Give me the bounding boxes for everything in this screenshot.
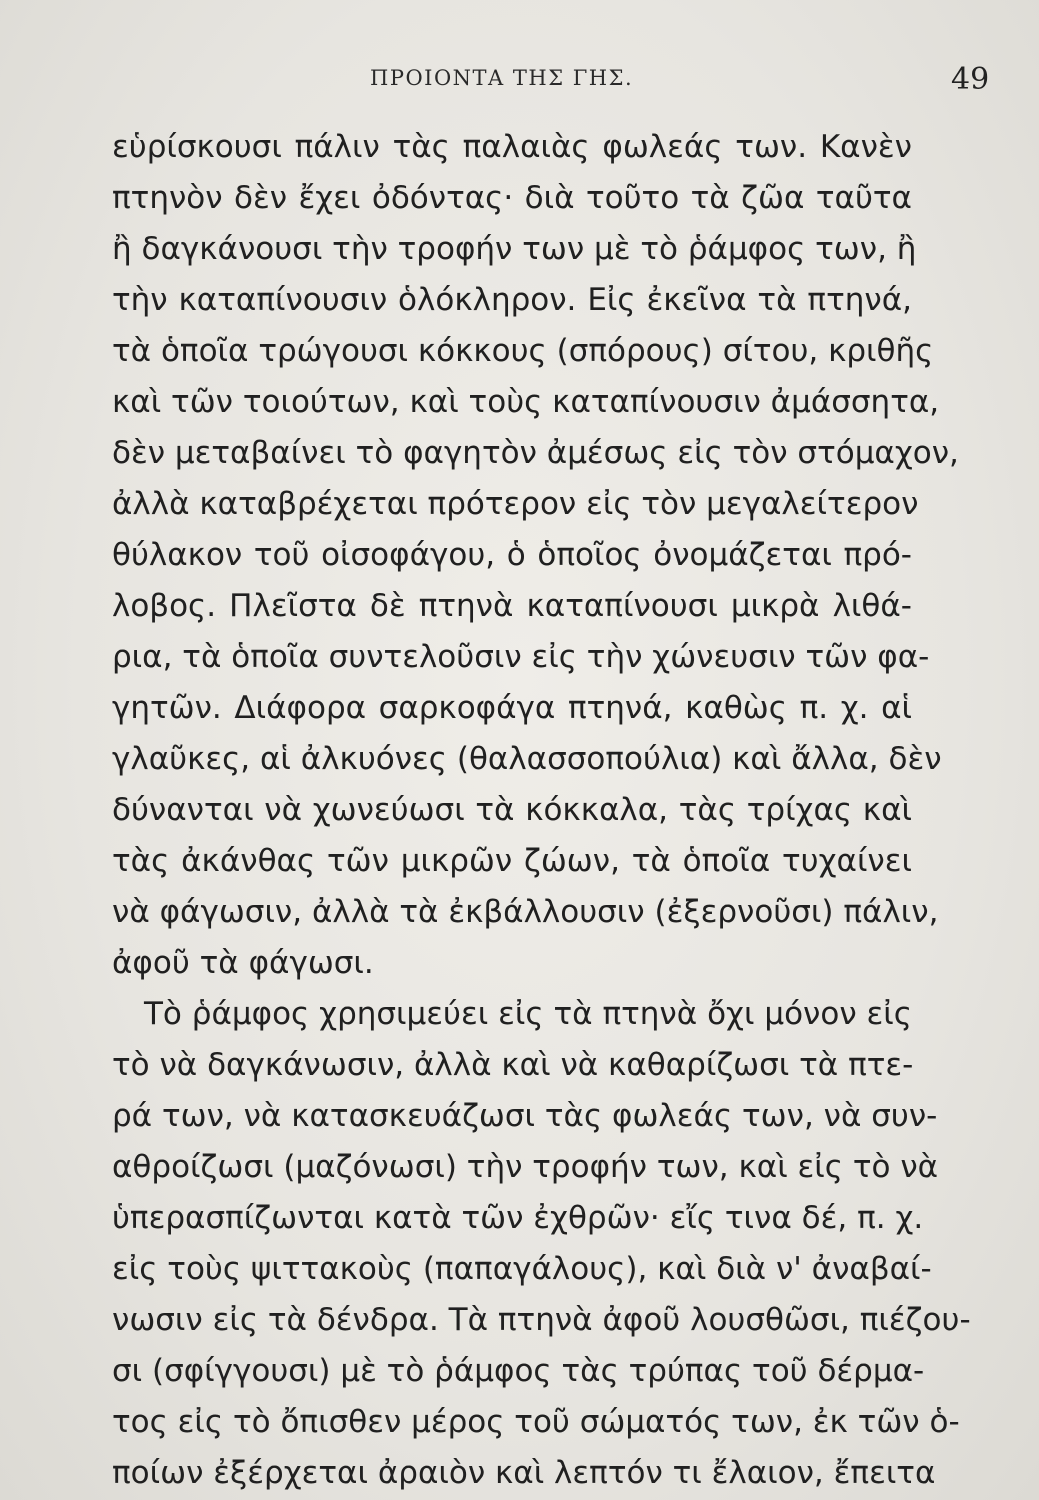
text-line: καὶ τῶν τοιούτων, καὶ τοὺς καταπίνουσιν ἀμάσσητα,	[112, 384, 940, 420]
text-line: αθροίζωσι (μαζόνωσι) τὴν τροφήν των, καὶ εἰς τὸ νὰ	[112, 1149, 939, 1185]
text-line: Τὸ ῥάμφος χρησιμεύει εἰς τὰ πτηνὰ ὄχι μόνον εἰς	[144, 996, 912, 1032]
text-line: θύλακον τοῦ οἰσοφάγου, ὁ ὁποῖος ὀνομάζεται πρό-	[112, 537, 912, 573]
text-line: εὑρίσκουσι πάλιν τὰς παλαιὰς φωλεάς των. Κανὲν	[112, 129, 912, 165]
text-line: ἢ δαγκάνουσι τὴν τροφήν των μὲ τὸ ῥάμφος των, ἢ	[112, 231, 917, 267]
text-line: ἀλλὰ καταβρέχεται πρότερον εἰς τὸν μεγαλείτερον	[112, 486, 919, 522]
text-line: δύνανται νὰ χωνεύωσι τὰ κόκκαλα, τὰς τρίχας καὶ	[112, 792, 912, 828]
text-line: δὲν μεταβαίνει τὸ φαγητὸν ἀμέσως εἰς τὸν στόμαχον,	[112, 435, 959, 471]
text-line: ὑπερασπίζωνται κατὰ τῶν ἐχθρῶν· εἴς τινα δέ, π. χ.	[112, 1200, 924, 1236]
text-line: τὰ ὁποῖα τρώγουσι κόκκους (σπόρους) σίτου, κριθῆς	[112, 333, 934, 369]
text-line: λοβος. Πλεῖστα δὲ πτηνὰ καταπίνουσι μικρὰ λιθά-	[112, 588, 912, 624]
text-line: σι (σφίγγουσι) μὲ τὸ ῥάμφος τὰς τρύπας τοῦ δέρμα-	[112, 1353, 925, 1389]
text-line: τὰς ἀκάνθας τῶν μικρῶν ζώων, τὰ ὁποῖα τυχαίνει	[112, 843, 912, 879]
text-line: ποίων ἐξέρχεται ἀραιὸν καὶ λεπτόν τι ἔλαιον, ἔπειτα	[112, 1455, 936, 1491]
text-line: ρια, τὰ ὁποῖα συντελοῦσιν εἰς τὴν χώνευσιν τῶν φα-	[112, 639, 930, 675]
text-line: ἀφοῦ τὰ φάγωσι.	[112, 945, 374, 981]
text-line: τὸ νὰ δαγκάνωσιν, ἀλλὰ καὶ νὰ καθαρίζωσι τὰ πτε-	[112, 1047, 914, 1083]
running-title: ΠΡΟΙΟΝΤΑ ΤΗΣ ΓΗΣ.	[370, 66, 634, 90]
text-line: πτηνὸν δὲν ἔχει ὀδόντας· διὰ τοῦτο τὰ ζῶα ταῦτα	[112, 180, 912, 216]
body-text	[112, 122, 971, 1499]
text-line: τος εἰς τὸ ὄπισθεν μέρος τοῦ σώματός των, ἐκ τῶν ὁ-	[112, 1404, 960, 1440]
text-line: τὴν καταπίνουσιν ὁλόκληρον. Εἰς ἐκεῖνα τὰ πτηνά,	[112, 282, 912, 318]
text-line: γητῶν. Διάφορα σαρκοφάγα πτηνά, καθὼς π. χ. αἱ	[112, 690, 912, 726]
text-line: γλαῦκες, αἱ ἀλκυόνες (θαλασσοπούλια) καὶ ἄλλα, δὲν	[112, 741, 942, 777]
text-line: ρά των, νὰ κατασκευάζωσι τὰς φωλεάς των, νὰ συν-	[112, 1098, 938, 1134]
text-line: νὰ φάγωσιν, ἀλλὰ τὰ ἐκβάλλουσιν (ἐξερνοῦσι) πάλιν,	[112, 894, 939, 930]
text-line: εἰς τοὺς ψιττακοὺς (παπαγάλους), καὶ διὰ ν' ἀναβαί-	[112, 1251, 932, 1287]
page-number: 49	[951, 62, 990, 97]
text-line: νωσιν εἰς τὰ δένδρα. Τὰ πτηνὰ ἀφοῦ λουσθῶσι, πιέζου-	[112, 1302, 971, 1338]
